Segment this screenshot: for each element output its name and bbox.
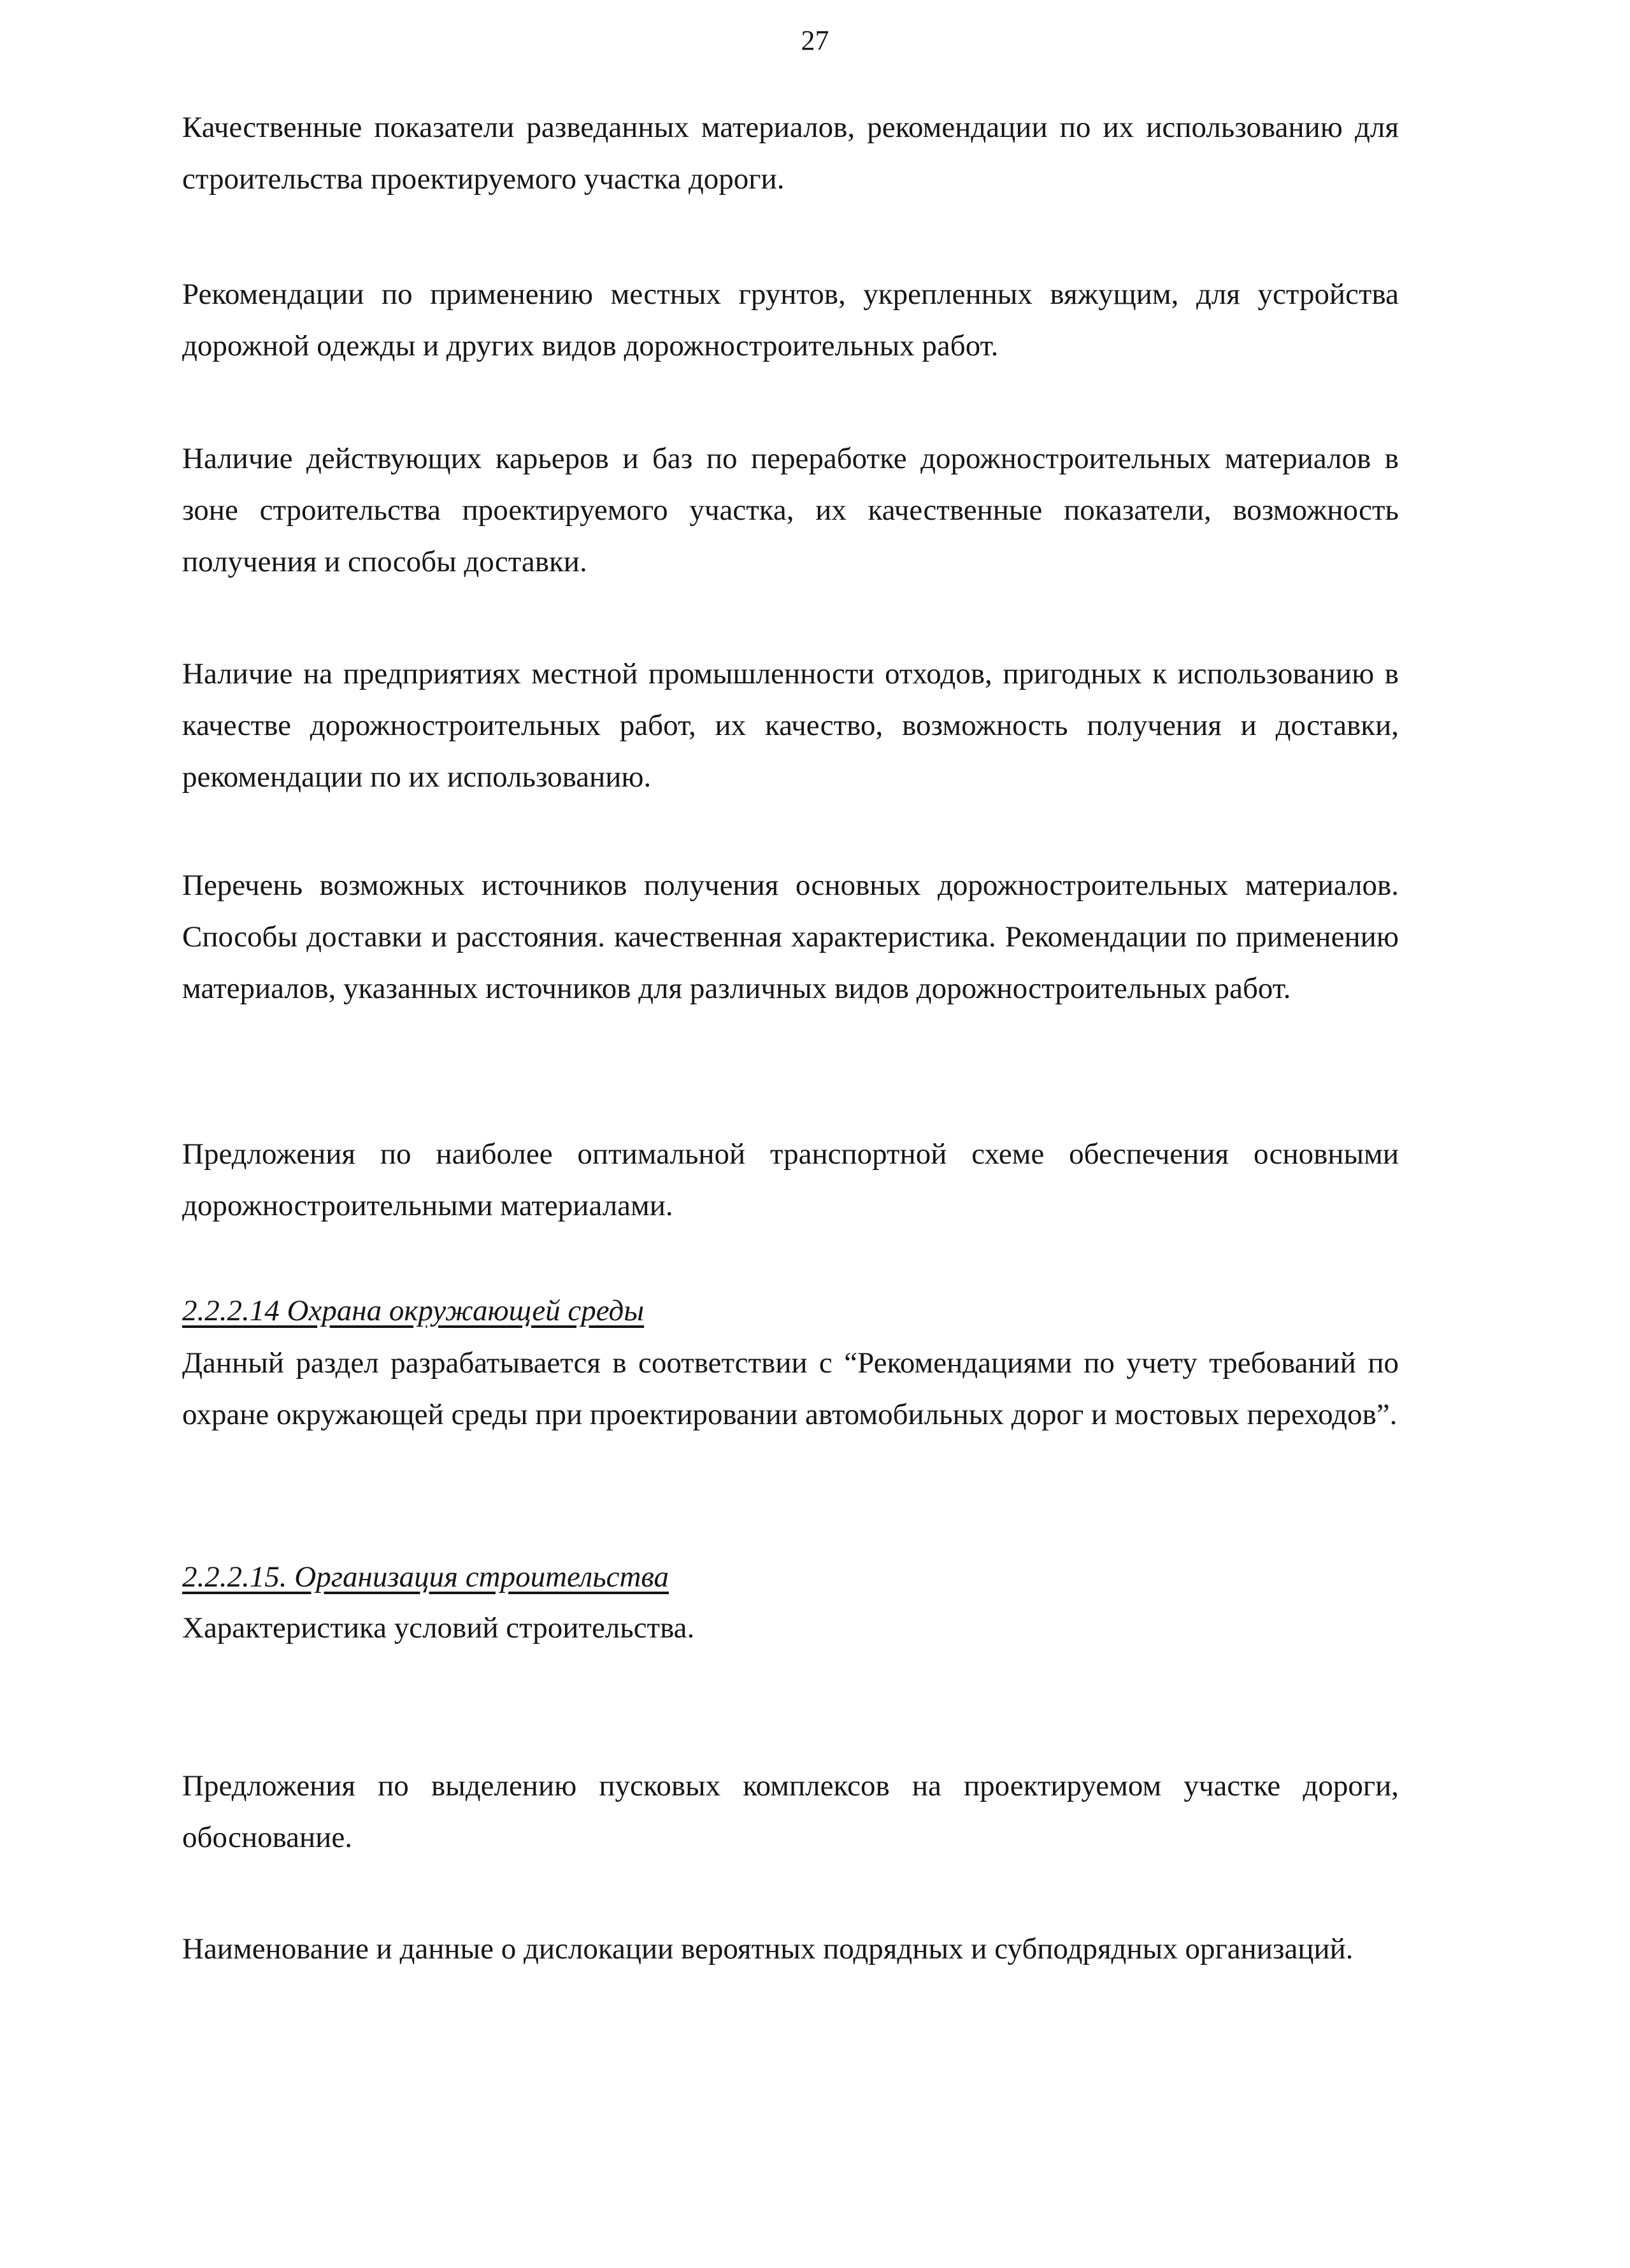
- section-heading-construction: 2.2.2.15. Организация строительства: [182, 1560, 669, 1594]
- paragraph-material-quality: Качественные показатели разведанных материалов, рекомендации по их использованию для строительства проектируемого участка дороги.: [182, 111, 1399, 196]
- page-number: 27: [801, 25, 829, 56]
- paragraph-quarries: Наличие действующих карьеров и баз по переработке дорожностроительных материалов в зоне строительства проектируемого участка, их качественные показатели, возможность получения и способы доставки.: [182, 442, 1399, 578]
- paragraph-material-sources: Перечень возможных источников получения основных дорожностроительных материалов. Способы доставки и расстояния. качественная характеристика. Рекомендации по применению материалов, указанных источников для различных видов дорожностроительных работ.: [182, 869, 1399, 1005]
- paragraph-local-soils: Рекомендации по применению местных грунтов, укрепленных вяжущим, для устройства дорожной одежды и других видов дорожностроительных работ.: [182, 278, 1399, 362]
- paragraph-construction-conditions: Характеристика условий строительства.: [182, 1611, 695, 1644]
- paragraph-industrial-waste: Наличие на предприятиях местной промышленности отходов, пригодных к использованию в качестве дорожностроительных работ, их качество, возможность получения и доставки, рекомендации по их использованию.: [182, 657, 1399, 794]
- paragraph-transport-scheme: Предложения по наиболее оптимальной транспортной схеме обеспечения основными дорожностроительными материалами.: [182, 1138, 1399, 1222]
- section-heading-environment: 2.2.2.14 Охрана окружающей среды: [182, 1294, 645, 1327]
- paragraph-contractors: Наименование и данные о дислокации вероятных подрядных и субподрядных организаций.: [182, 1932, 1354, 1965]
- paragraph-launch-complexes: Предложения по выделению пусковых комплексов на проектируемом участке дороги, обоснование.: [182, 1769, 1399, 1854]
- paragraph-environment: Данный раздел разрабатывается в соответствии с “Рекомендациями по учету требований по охране окружающей среды при проектировании автомобильных дорог и мостовых переходов”.: [182, 1346, 1399, 1431]
